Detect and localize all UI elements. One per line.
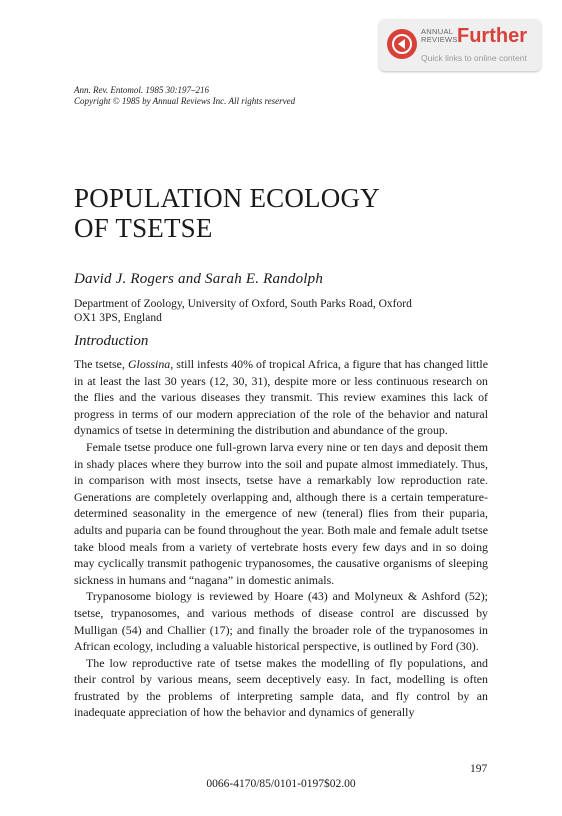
page-number: 197 [470, 763, 488, 775]
badge-publisher-line2: REVIEWS [421, 35, 458, 44]
title-line-2: OF TSETSE [74, 213, 213, 243]
journal-citation [74, 85, 295, 107]
citation-line-1: Ann. Rev. Entomol. 1985 30:197–216 [74, 85, 210, 95]
badge-further-text: Further [457, 25, 527, 47]
paragraph-3: Trypanosome biology is reviewed by Hoare (43) and Molyneux & Ashford (52); tsetse, trypanosomes, and various methods of disease control are discussed by Mulligan (54) and Challier (17); and finally the broader role of the trypanosomes in African ecology, including a valuable historical perspective, is outlined by Ford (30). [74, 589, 488, 654]
article-body [74, 356, 488, 721]
issn-line: 0066-4170/85/0101-0197$02.00 [206, 778, 356, 790]
paragraph-1-rest: still infests 40% of tropical Africa, a figure that has changed little in at least the last 30 years (12, 30, 31), despite more or less continuous research on the flies and the various diseases they transmit. This review examines this lack of progress in terms of our modern appreciation of the role of the behavior and natural dynamics of tsetse in determining the distribution and abundance of the group. [74, 357, 488, 438]
article-title [74, 183, 380, 243]
affiliation-line-1: Department of Zoology, University of Oxford, South Parks Road, Oxford [74, 298, 412, 310]
title-line-1: POPULATION ECOLOGY [74, 183, 380, 213]
paragraph-1 [74, 356, 488, 439]
annual-reviews-further-badge[interactable] [379, 19, 541, 71]
author-affiliation [74, 297, 474, 325]
badge-subtitle: Quick links to online content [421, 53, 527, 63]
paragraph-2: Female tsetse produce one full-grown larva every nine or ten days and deposit them in shady places where they burrow into the soil and pupate almost immediately. Thus, in comparison with most insects, tsetse have a remarkably low reproduction rate. Generations are completely overlapping and, although there is a certain temperature-determined seasonality in the emergence of new (teneral) flies from their puparia, adults and puparia can be found throughout the year. Both male and female adult tsetse take blood meals from a variety of vertebrate hosts every few days and in so doing may cyclically transmit pathogenic trypanosomes, the causative organisms of sleeping sickness in humans and “nagana” in domestic animals. [74, 439, 488, 587]
paragraph-4: The low reproductive rate of tsetse makes the modelling of fly populations, and their control by various means, seem deceptively easy. In fact, modelling is often frustrated by the problems of interpreting sample data, and fly control by an inadequate appreciation of how the behavior and dynamics of generally [74, 655, 488, 720]
further-arrow-icon [387, 29, 417, 59]
paragraph-1-start: The tsetse, [74, 357, 128, 371]
author-line: David J. Rogers and Sarah E. Randolph [74, 271, 324, 287]
genus-name: Glossina, [127, 357, 174, 371]
affiliation-line-2: OX1 3PS, England [74, 312, 162, 324]
section-heading-introduction: Introduction [74, 333, 149, 349]
badge-publisher-label [421, 27, 458, 44]
citation-line-2: Copyright © 1985 by Annual Reviews Inc. All rights reserved [74, 96, 296, 106]
badge-publisher-line1: ANNUAL [421, 27, 454, 36]
